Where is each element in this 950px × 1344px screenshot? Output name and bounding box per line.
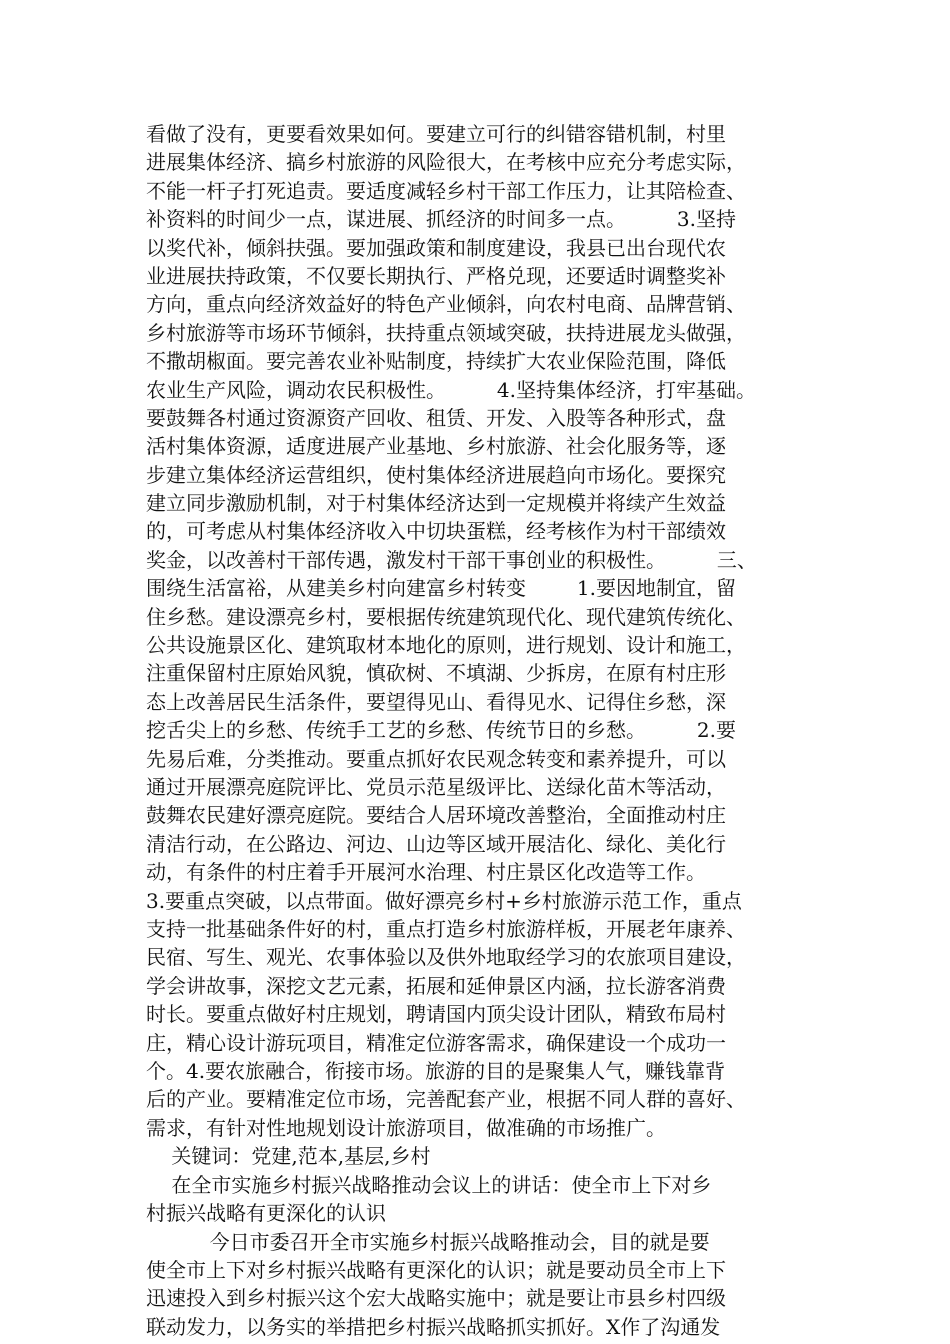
- body-line: 挖舌尖上的乡愁、传统手工艺的乡愁、传统节日的乡愁。 2.要: [146, 718, 736, 743]
- body-line: 奖金，以改善村干部传遇，激发村干部干事创业的积极性。 三、: [146, 547, 757, 572]
- body-line: 方向，重点向经济效益好的特色产业倾斜，向农村电商、品牌营销、: [146, 292, 746, 317]
- body-line: 个。4.要农旅融合，衔接市场。旅游的目的是聚集人气，赚钱靠背: [146, 1058, 726, 1083]
- body-line: 步建立集体经济运营组织，使村集体经济进展趋向市场化。要探究: [146, 462, 726, 487]
- body-line: 支持一批基础条件好的村，重点打造乡村旅游样板，开展老年康养、: [146, 916, 746, 941]
- body-line: 不撒胡椒面。要完善农业补贴制度，持续扩大农业保险范围，降低: [146, 349, 726, 374]
- body-line: 鼓舞农民建好漂亮庭院。要结合人居环境改善整治，全面推动村庄: [146, 803, 726, 828]
- body-line: 时长。要重点做好村庄规划，聘请国内顶尖设计团队，精致布局村: [146, 1002, 726, 1027]
- intro-line: 联动发力，以务实的举措把乡村振兴战略抓实抓好。X作了沟通发: [146, 1314, 721, 1339]
- speech-title-line: 村振兴战略有更深化的认识: [146, 1201, 386, 1226]
- speech-title-line: 在全市实施乡村振兴战略推动会议上的讲话：使全市上下对乡: [146, 1172, 712, 1197]
- body-line: 农业生产风险，调动农民积极性。 4.坚持集体经济，打牢基础。: [146, 377, 756, 402]
- body-line: 注重保留村庄原始风貌，慎砍树、不填湖、少拆房，在原有村庄形: [146, 661, 726, 686]
- speech-title-lines: [146, 1171, 818, 1228]
- body-line: 动，有条件的村庄着手开展河水治理、村庄景区化改造等工作。: [146, 860, 706, 885]
- body-line: 不能一杆子打死追责。要适度减轻乡村干部工作压力，让其陪检查、: [146, 178, 746, 203]
- body-line: 业进展扶持政策，不仅要长期执行、严格兑现，还要适时调整奖补: [146, 263, 726, 288]
- intro-line: 使全市上下对乡村振兴战略有更深化的认识；就是要动员全市上下: [146, 1257, 726, 1282]
- body-text: [146, 120, 818, 1142]
- body-line: 3.要重点突破，以点带面。做好漂亮乡村+乡村旅游示范工作，重点: [146, 888, 742, 913]
- intro-line: 迅速投入到乡村振兴这个宏大战略实施中；就是要让市县乡村四级: [146, 1286, 726, 1311]
- body-line: 的，可考虑从村集体经济收入中切块蛋糕，经考核作为村干部绩效: [146, 519, 726, 544]
- body-line: 后的产业。要精准定位市场，完善配套产业，根据不同人群的喜好、: [146, 1087, 746, 1112]
- body-line: 以奖代补，倾斜扶强。要加强政策和制度建设，我县已出台现代农: [146, 235, 726, 260]
- body-line: 庄，精心设计游玩项目，精准定位游客需求，确保建设一个成功一: [146, 1030, 726, 1055]
- keywords-line: [146, 1142, 818, 1170]
- intro-line: 今日市委召开全市实施乡村振兴战略推动会，目的就是要: [146, 1229, 710, 1254]
- body-line: 清洁行动，在公路边、河边、山边等区域开展洁化、绿化、美化行: [146, 831, 726, 856]
- intro-paragraph: [146, 1228, 818, 1342]
- body-line: 看做了没有，更要看效果如何。要建立可行的纠错容错机制，村里: [146, 122, 726, 146]
- body-line: 先易后难，分类推动。要重点抓好农民观念转变和素养提升，可以: [146, 746, 726, 771]
- body-line: 活村集体资源，适度进展产业基地、乡村旅游、社会化服务等，逐: [146, 434, 726, 459]
- body-line: 要鼓舞各村通过资源资产回收、租赁、开发、入股等各种形式，盘: [146, 405, 726, 430]
- body-line: 住乡愁。建设漂亮乡村，要根据传统建筑现代化、现代建筑传统化、: [146, 604, 746, 629]
- body-line: 学会讲故事，深挖文艺元素，拓展和延伸景区内涵，拉长游客消费: [146, 973, 726, 998]
- body-line: 通过开展漂亮庭院评比、党员示范星级评比、送绿化苗木等活动，: [146, 774, 726, 799]
- body-line: 建立同步激励机制，对于村集体经济达到一定规模并将续产生效益: [146, 491, 726, 516]
- keywords-text: 关键词：党建,范本,基层,乡村: [146, 1144, 431, 1169]
- body-line: 进展集体经济、搞乡村旅游的风险很大，在考核中应充分考虑实际，: [146, 150, 746, 175]
- body-line: 民宿、写生、观光、农事体验以及供外地取经学习的农旅项目建设，: [146, 945, 746, 970]
- body-line: 态上改善居民生活条件，要望得见山、看得见水、记得住乡愁，深: [146, 689, 726, 714]
- body-line: 公共设施景区化、建筑取材本地化的原则，进行规划、设计和施工，: [146, 633, 746, 658]
- body-line: 乡村旅游等市场环节倾斜，扶持重点领域突破，扶持进展龙头做强，: [146, 320, 746, 345]
- body-line: 需求，有针对性地规划设计旅游项目，做准确的市场推广。: [146, 1115, 666, 1140]
- body-line: 围绕生活富裕，从建美乡村向建富乡村转变 1.要因地制宜，留: [146, 576, 736, 601]
- body-line: 补资料的时间少一点，谋进展、抓经济的时间多一点。 3.坚持: [146, 207, 736, 232]
